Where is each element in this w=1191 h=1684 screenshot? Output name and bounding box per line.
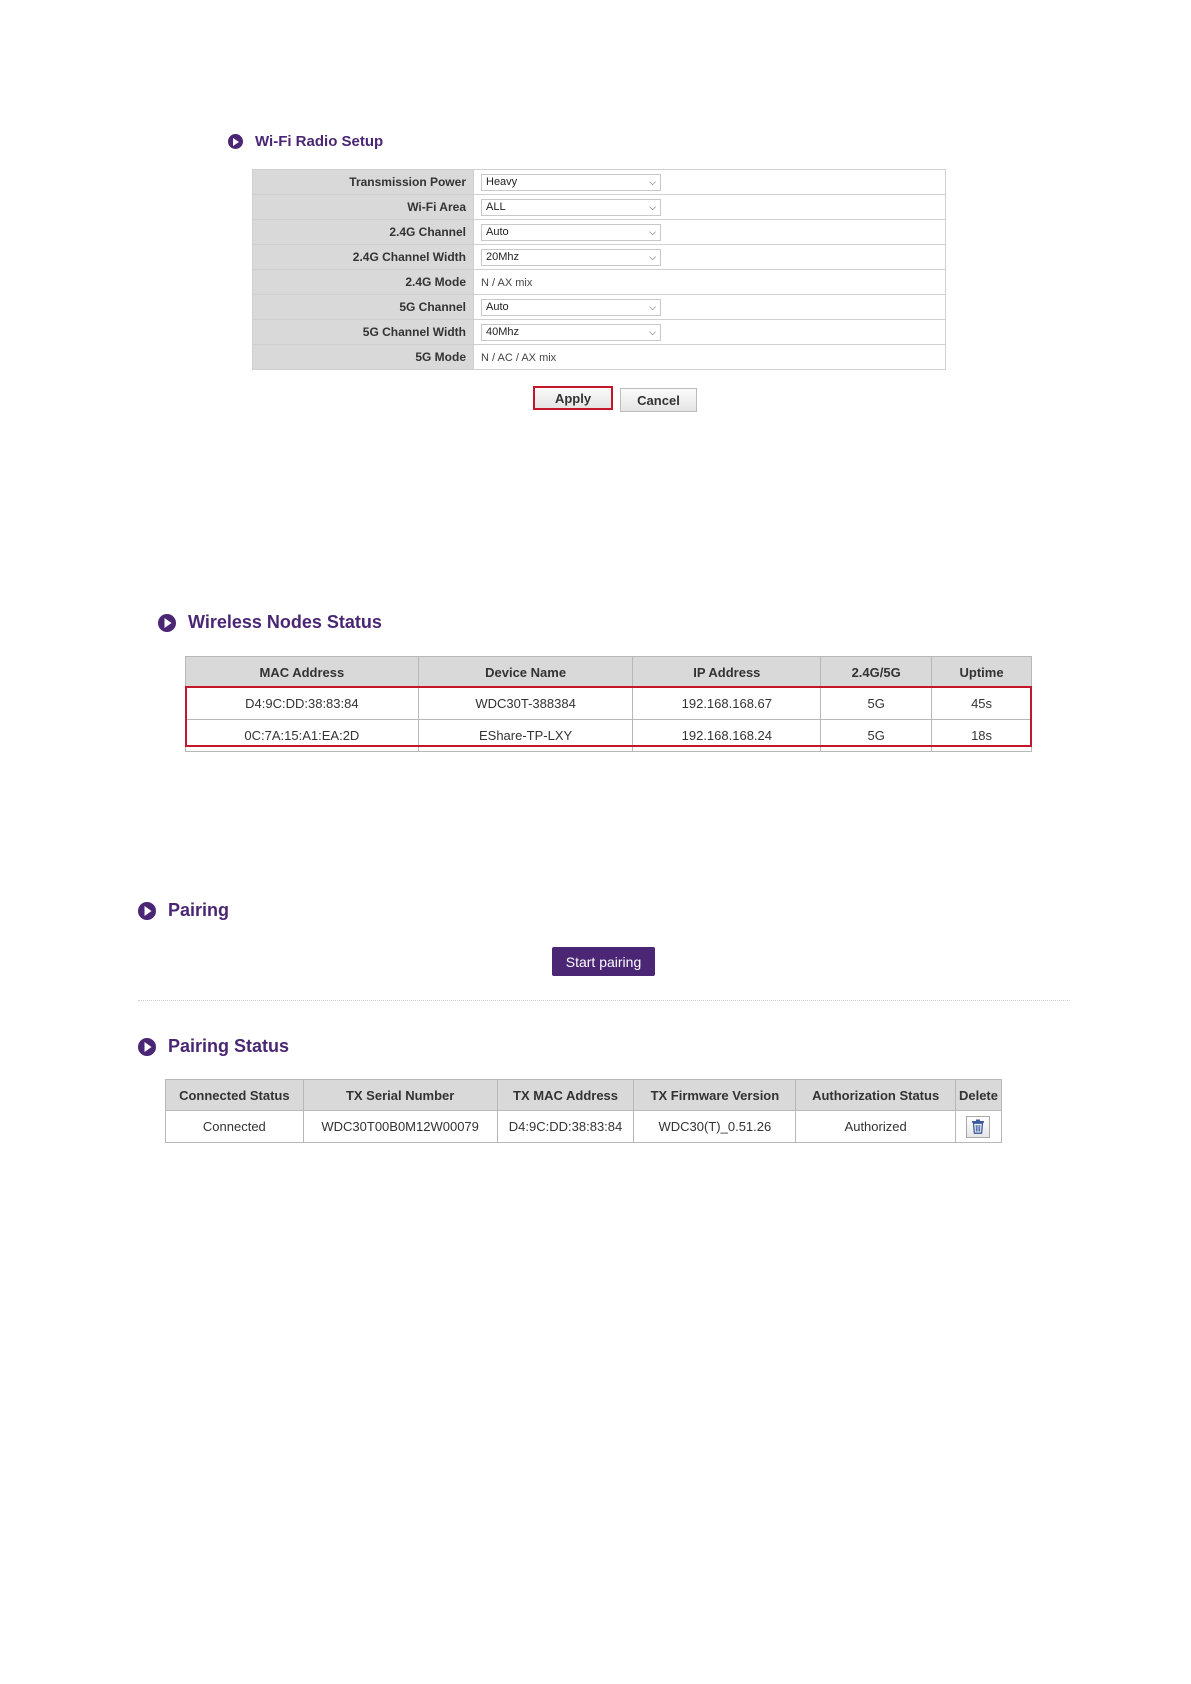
column-header-delete: Delete: [955, 1080, 1001, 1111]
column-header-tx-mac: TX MAC Address: [497, 1080, 634, 1111]
chevron-down-icon: ⌵: [649, 326, 656, 337]
transmission-power-select[interactable]: Heavy ⌵: [481, 174, 661, 191]
row-label: Wi-Fi Area: [253, 195, 474, 220]
radio-row-5g-channel: [253, 295, 946, 320]
tx-mac-cell: D4:9C:DD:38:83:84: [497, 1111, 634, 1143]
table-header-row: [166, 1080, 1002, 1111]
wifi-area-select[interactable]: ALL ⌵: [481, 199, 661, 216]
tx-firmware-cell: WDC30(T)_0.51.26: [634, 1111, 796, 1143]
play-bullet-icon: [158, 614, 176, 632]
column-header-tx-firmware: TX Firmware Version: [634, 1080, 796, 1111]
chevron-down-icon: ⌵: [649, 251, 656, 262]
pairing-status-table: [165, 1079, 1002, 1143]
radio-row-transmission-power: [253, 170, 946, 195]
tx-serial-cell: WDC30T00B0M12W00079: [303, 1111, 497, 1143]
column-header-authorization: Authorization Status: [796, 1080, 956, 1111]
row-label: 5G Mode: [253, 345, 474, 370]
connected-status-cell: Connected: [166, 1111, 304, 1143]
column-header-device-name: Device Name: [418, 657, 633, 688]
chevron-down-icon: ⌵: [649, 226, 656, 237]
nodes-status-title: [158, 612, 382, 633]
radio-row-5g-channel-width: [253, 320, 946, 345]
column-header-uptime: Uptime: [932, 657, 1032, 688]
chevron-down-icon: ⌵: [649, 301, 656, 312]
play-bullet-icon: [228, 134, 243, 149]
radio-setup-table: [252, 169, 946, 370]
band-cell: 5G: [821, 720, 932, 752]
radio-row-wifi-area: [253, 195, 946, 220]
24g-channel-select[interactable]: Auto ⌵: [481, 224, 661, 241]
radio-row-5g-mode: [253, 345, 946, 370]
5g-channel-width-select[interactable]: 40Mhz ⌵: [481, 324, 661, 341]
chevron-down-icon: ⌵: [649, 201, 656, 212]
column-header-band: 2.4G/5G: [821, 657, 932, 688]
chevron-down-icon: ⌵: [649, 176, 656, 187]
column-header-mac: MAC Address: [186, 657, 419, 688]
row-label: 5G Channel Width: [253, 320, 474, 345]
delete-cell: [955, 1111, 1001, 1143]
row-label: 5G Channel: [253, 295, 474, 320]
table-row: [186, 688, 1032, 720]
nodes-status-title-text: Wireless Nodes Status: [188, 612, 382, 632]
pairing-title: [138, 900, 229, 921]
radio-row-24g-mode: [253, 270, 946, 295]
ip-cell: 192.168.168.67: [633, 688, 821, 720]
pairing-status-title: [138, 1036, 289, 1057]
table-row: [186, 720, 1032, 752]
column-header-connected-status: Connected Status: [166, 1080, 304, 1111]
authorization-cell: Authorized: [796, 1111, 956, 1143]
section-divider: [138, 1000, 1070, 1001]
radio-row-24g-channel-width: [253, 245, 946, 270]
play-bullet-icon: [138, 902, 156, 920]
radio-setup-title: [228, 133, 383, 150]
device-name-cell: EShare-TP-LXY: [418, 720, 633, 752]
table-header-row: [186, 657, 1032, 688]
column-header-ip: IP Address: [633, 657, 821, 688]
trash-icon[interactable]: [966, 1116, 990, 1138]
ip-cell: 192.168.168.24: [633, 720, 821, 752]
apply-button[interactable]: Apply: [533, 386, 613, 410]
cancel-button[interactable]: Cancel: [620, 388, 697, 412]
5g-mode-value: N / AC / AX mix: [481, 352, 557, 364]
band-cell: 5G: [821, 688, 932, 720]
pairing-title-text: Pairing: [168, 900, 230, 920]
radio-setup-title-text: Wi-Fi Radio Setup: [255, 133, 384, 150]
radio-row-24g-channel: [253, 220, 946, 245]
column-header-tx-serial: TX Serial Number: [303, 1080, 497, 1111]
5g-channel-select[interactable]: Auto ⌵: [481, 299, 661, 316]
nodes-status-table: [185, 656, 1032, 752]
24g-mode-value: N / AX mix: [481, 277, 533, 289]
mac-cell: D4:9C:DD:38:83:84: [186, 688, 419, 720]
uptime-cell: 45s: [932, 688, 1032, 720]
row-label: 2.4G Channel: [253, 220, 474, 245]
device-name-cell: WDC30T-388384: [418, 688, 633, 720]
play-bullet-icon: [138, 1038, 156, 1056]
24g-channel-width-select[interactable]: 20Mhz ⌵: [481, 249, 661, 266]
row-label: 2.4G Mode: [253, 270, 474, 295]
mac-cell: 0C:7A:15:A1:EA:2D: [186, 720, 419, 752]
start-pairing-button[interactable]: Start pairing: [552, 947, 655, 976]
table-row: [166, 1111, 1002, 1143]
pairing-status-title-text: Pairing Status: [168, 1036, 290, 1056]
row-label: 2.4G Channel Width: [253, 245, 474, 270]
uptime-cell: 18s: [932, 720, 1032, 752]
row-label: Transmission Power: [253, 170, 474, 195]
